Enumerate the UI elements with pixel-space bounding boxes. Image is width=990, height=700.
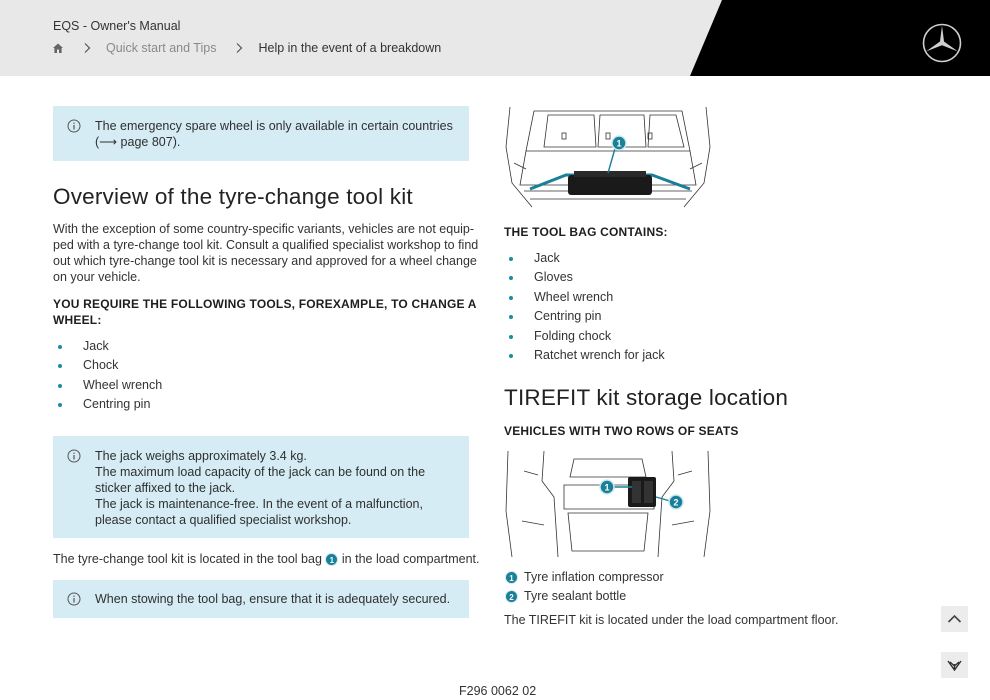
info-box-jack: The jack weighs approximately 3.4 kg. The maximum load capacity of the jack can be found on the sticker affixed to the jack. The jack is maintenance-free. In the event of a malfunction, please contact a qualified specialist workshop. — [53, 436, 469, 538]
legend-item: 2 Tyre sealant bottle — [504, 587, 664, 606]
mercedes-star-icon[interactable] — [921, 22, 963, 64]
manual-title: EQS - Owner's Manual — [53, 19, 181, 33]
svg-text:1: 1 — [616, 138, 622, 149]
breadcrumb — [52, 41, 441, 55]
section-heading-tyre-change: Overview of the tyre-change tool kit — [53, 184, 413, 209]
callout-badge: 1 — [505, 571, 518, 584]
scroll-to-top-button[interactable] — [941, 606, 968, 632]
info-box-stowing: When stowing the tool bag, ensure that it is adequately secured. — [53, 580, 469, 618]
chevron-up-icon — [941, 606, 968, 632]
list-item: Wheel wrench — [53, 376, 162, 395]
list-item: Ratchet wrench for jack — [504, 346, 665, 365]
section-heading-tirefit: TIREFIT kit storage location — [504, 385, 789, 410]
seat-rows-heading: VEHICLES WITH TWO ROWS OF SEATS — [504, 424, 739, 438]
breadcrumb-link-quick-start[interactable]: Quick start and Tips — [106, 41, 217, 55]
info-icon — [67, 119, 81, 133]
info-icon — [67, 592, 81, 606]
tirefit-location-text: The TIREFIT kit is located under the load compartment floor. — [504, 613, 839, 627]
info-icon — [67, 449, 81, 463]
required-tools-heading: YOU REQUIRE THE FOLLOWING TOOLS, FOREXAMPLE, TO CHANGE A WHEEL: — [53, 297, 477, 327]
list-item: Centring pin — [53, 395, 162, 414]
svg-text:2: 2 — [673, 497, 679, 508]
tool-bag-heading: THE TOOL BAG CONTAINS: — [504, 225, 668, 239]
callout-badge: 1 — [325, 553, 338, 566]
chevron-right-icon — [82, 42, 92, 54]
tool-kit-location-text: The tyre-change tool kit is located in the tool bag 1 in the load compartment. — [53, 552, 480, 566]
callout-badge: 2 — [505, 590, 518, 603]
tirefit-storage-illustration — [504, 451, 712, 557]
figure-code: F296 0062 02 — [459, 684, 537, 698]
required-tools-list — [53, 337, 162, 415]
list-item: Chock — [53, 356, 162, 375]
page-header — [0, 0, 990, 76]
home-icon[interactable] — [52, 42, 64, 54]
svg-text:1: 1 — [604, 482, 610, 493]
figure-legend — [504, 568, 664, 606]
list-item: Wheel wrench — [504, 288, 665, 307]
list-item: Centring pin — [504, 307, 665, 326]
info-text: The emergency spare wheel is only available in certain countries — [95, 119, 453, 133]
legend-item: 1 Tyre inflation compressor — [504, 568, 664, 587]
list-item: Jack — [504, 249, 665, 268]
list-item: Folding chock — [504, 327, 665, 346]
list-item: Jack — [53, 337, 162, 356]
tool-bag-contents-list — [504, 249, 665, 365]
info-box-spare-wheel — [53, 106, 469, 161]
mercedes-logo-small-icon — [941, 652, 968, 678]
intro-paragraph: With the exception of some country-specific variants, vehicles are not equip- ped with a tyre-change tool kit. Consult a qualified specialist workshop to find out which tyre-change tool kit is necessary and approved for a wheel change on your vehicle. — [53, 222, 479, 284]
breadcrumb-current: Help in the event of a breakdown — [258, 41, 442, 55]
list-item: Gloves — [504, 268, 665, 287]
info-page-link[interactable]: (⟶ page 807). — [95, 135, 181, 149]
chevron-right-icon — [234, 42, 244, 54]
load-compartment-illustration — [504, 107, 712, 213]
brand-menu-button[interactable] — [941, 652, 968, 678]
